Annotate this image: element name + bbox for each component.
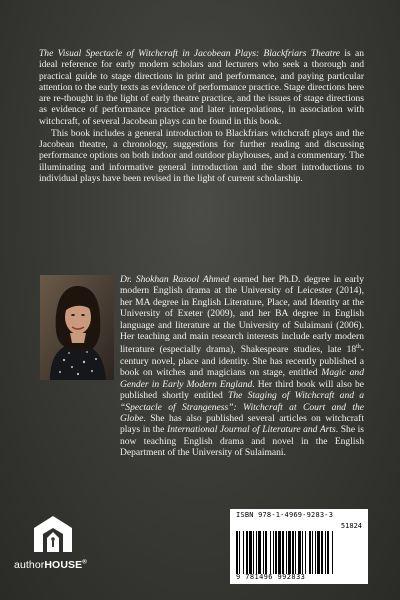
book-blurb [39,48,364,184]
registered-mark: ® [82,559,87,566]
isbn-number: ISBN 978-1-4969-9283-3 [236,511,334,519]
author-bio-paragraph [120,274,364,459]
book-title-italic: The Visual Spectacle of Witchcraft in Jacobean Plays: Blackfriars Theatre [39,48,341,59]
price-code: 51824 [340,522,362,530]
isbn-barcode [230,509,368,584]
publisher-name-part2: HOUSE [44,559,83,571]
publisher-name [14,559,106,571]
blurb-paragraph-1-text: is an ideal reference for early modern scholars and lecturers who seek a thorough and practical guide to stage directions in print and performance, and paying particular attention to the early texts as evidence of performance practice. Stage directions here are re-thought in the light of early theatre practice, and the issues of stage directions as evidence of performance practice and later interpolations, in association with witchcraft, of several Jacobean plays can be found in this book. [39,48,364,127]
author-bio-text-2: -century novel, place and identity. She has recently published a book on witches and magicians on stage, entitled [120,344,364,379]
author-bio [120,274,364,459]
author-bio-text-4: . She has also published several articles on witchcraft plays in the [120,413,364,436]
author-bio-text-1: earned her Ph.D. degree in early modern English drama at the University of Leicester (2014), her MA degree in English Literature, Place, and Identity at the University of Exeter (2009), and her BA degree in English language and literature at the University of Sulaimani (2006). Her teaching and main research interests include early modern literature (especially drama), Shakespeare studies, late 18 [120,274,364,356]
blurb-paragraph-2: This book includes a general introduction to Blackfriars witchcraft plays and the Jacobean theatre, a chronology, suggestions for further reading and discussing performance options on both indoor and outdoor playhouses, and a commentary. The illuminating and informative general introduction and the short introductions to individual plays have been revised in the light of current scholarship. [39,127,364,184]
author-bio-text-5: . She is now teaching English drama and novel in the English Department of the University of Sulaimani. [120,424,365,459]
author-photo [40,275,114,380]
author-name: Dr. Shokhan Rasool Ahmed [120,274,230,285]
barcode-digits: 9 781496 992833 [236,573,306,581]
author-bio-text-3: . Her third book will also be published shortly entitled [120,378,364,402]
barcode-bars [236,531,362,574]
book-title-staging-of-witchcraft: The Staging of Witchcraft and a “Spectacle of Strangeness”: Witchcraft at Court and the Globe [120,390,365,425]
blurb-paragraph-1 [39,48,364,127]
book-title-magic-and-gender: Magic and Gender in Early Modern England [120,367,364,390]
journal-title: International Journal of Literature and Arts [166,424,336,436]
publisher-logo [14,514,92,574]
ordinal-suffix: th [356,344,361,351]
authorhouse-pen-logo-icon [30,514,76,554]
publisher-name-part1: author [14,559,45,571]
